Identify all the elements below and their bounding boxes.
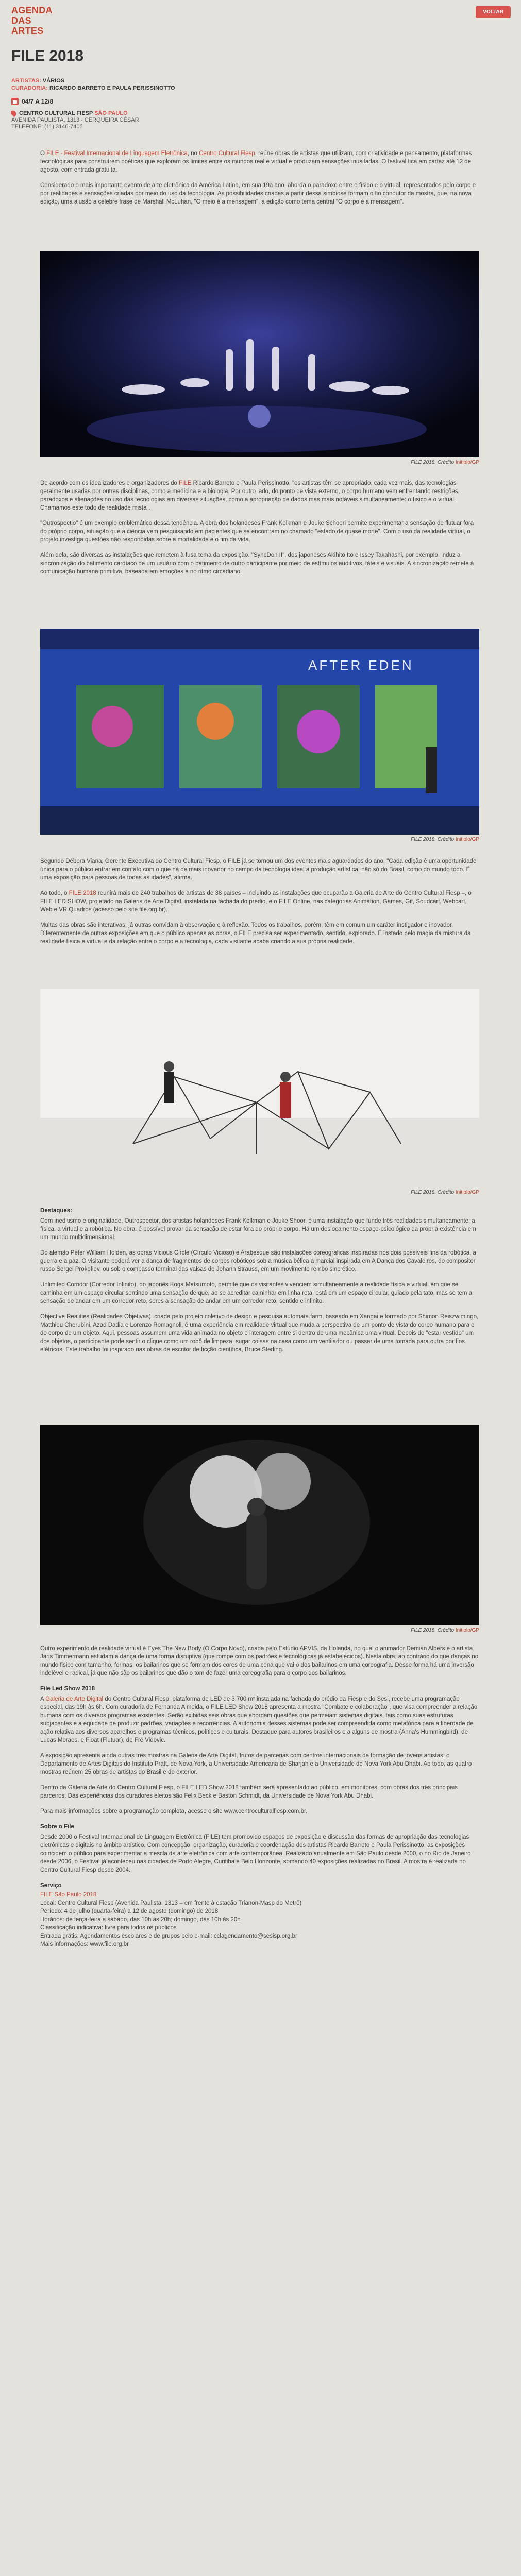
service-period: Período: 4 de julho (quarta-feira) a 12 de agosto (domingo) de 2018 — [40, 1908, 219, 1914]
paragraph — [40, 889, 479, 914]
photo-performance-art — [40, 251, 479, 457]
caption-credit[interactable]: Initiolo/GP — [455, 837, 479, 842]
text-span: O — [40, 150, 47, 157]
text-span: reunirá mais de 240 trabalhos de artistas de 38 países – incluindo as instalações que ocuparão a Galeria de Arte do Centro Cultural Fiesp –, o FILE LED SHOW, projetado na Galeria de Arte Digital, instalada na fachada do prédio, e o FILE Online, nas categorias Animation, Games, Gif, Soudcart, Webcart, Web e VR Quadros (acesso pelo site file.org.br). — [40, 890, 472, 913]
page-title: FILE 2018 — [11, 47, 84, 64]
header — [0, 0, 521, 38]
paragraph: Do alemão Peter William Holden, as obras Vicious Circle (Círculo Vicioso) e Arabesque são instalações coreográficas inspiradas nos dois possíveis fins da robótica, a guerra e a paz. O visitante poderá ver a dança de fragmentos de corpos robóticos sob a música bélica a marcial inspirada em A Dança dos Cavaleiros, do compositor russo Sergei Prokofiev, ou sob o compasso terminal das valsas de Johann Strauss, em um movimento rembo sincrético. — [40, 1250, 476, 1273]
text-span: Ricardo Barreto e Paula Perissinotto, "os artistas têm se apropriado, cada vez mais, das tecnologias geralmente usadas por outras disciplinas, como a medicina e a biologia. Por outro lado, do ponto de vista externo, o corpo humano vem enfrentando restrições, paradoxos e alienações no uso das tecnologias em diversas situações, como a apropriação de dados mas mais notáveis simultaneamente: o físico e o virtual. Chamamos este todo de realidade mista". — [40, 480, 460, 511]
paragraph: Muitas das obras são interativas, já outras convidam à observação e à reflexão. Todos os trabalhos, porém, têm em comum um caráter instigador e inovador. Diferentemente de outras exposições em que o público apenas as obras, o FILE precisa ser experimentado, sentido, explorado. É instado pelo magia da mistura da realidade física e virtual e da relação entre o corpo e a tecnologia, cada visitante acaba criando a sua própria realidade. — [40, 922, 471, 945]
event-date: 04/7 A 12/8 — [22, 98, 54, 105]
site-logo[interactable] — [11, 5, 53, 36]
intro-paragraph — [40, 149, 479, 174]
curator-value: RICARDO BARRETO E PAULA PERISSINOTTO — [49, 85, 175, 91]
photo-dancer-art — [40, 1425, 479, 1625]
caption-text: FILE 2018. Crédito — [411, 837, 456, 842]
file-link[interactable]: FILE — [179, 480, 192, 486]
service-hours: Horários: de terça-feira a sábado, das 10h às 20h; domingo, das 10h às 20h — [40, 1917, 241, 1923]
text-span: De acordo com os idealizadores e organizadores do — [40, 480, 179, 486]
photo-caption — [40, 837, 479, 842]
venue-address: AVENIDA PAULISTA, 1313 - CERQUEIRA CÉSAR — [11, 117, 139, 123]
caption-credit[interactable]: Initiolo/GP — [455, 1628, 479, 1633]
event-meta — [11, 77, 506, 92]
photo-caption — [40, 460, 479, 465]
paragraph: Dentro da Galeria de Arte do Centro Cultural Fiesp, o FILE LED Show 2018 também será apresentado ao público, em monitores, com obras dos três principais parceiros. Das experiências dos curadores eleitos são Felix Beck e Baston Schmidt, da Universidade de Nova York Abu Dhabi. — [40, 1785, 458, 1799]
section-3 — [40, 857, 479, 953]
paragraph: Outro experimento de realidade virtual é Eyes The New Body (O Corpo Novo), criada pelo Estúdio APVIS, da Holanda, no qual o animador Demian Albers e o artista Jaris Timmermann estudam a dança de uma forma disruptiva (que rompe com os padrões e tecnológicas já estabelecidos). Nesta obra, ao contrário do que danças no mundo fisico com tamanho, formas, os bailarinos que se formam dos cores de uma cena que vai o dos bailarinos em uma coreografia. Desse forma há uma inversão indelével e radical, já que não são os bailarinos que dão o tom de fazer uma coreografia para o corpo dos bailarinos. — [40, 1646, 479, 1676]
section-5 — [40, 1645, 479, 1948]
service-more[interactable]: Mais informações: www.file.org.br — [40, 1941, 129, 1947]
caption-text: FILE 2018. Crédito — [411, 1628, 456, 1633]
photo-performance — [40, 251, 479, 457]
logo-line: AGENDA DAS ARTES — [11, 5, 53, 36]
svg-text:AFTER EDEN: AFTER EDEN — [308, 657, 414, 673]
artists-row — [11, 77, 506, 84]
paragraph: "Outrospectio" é um exemplo emblemático dessa tendência. A obra dos holandeses Frank Kolkman e Jouke Schoorl permite experimentar a sensação de flutuar fora do próprio corpo, situação que a ciência vem pesquisando em pacientes que se encontram no chamado "estado de quase morte". Com o uso da realidade virtual, o projeto investiga questões não respondidas sobre a mortalidade e o fim da vida. — [40, 520, 474, 543]
paragraph: Além dela, são diversas as instalações que remetem à fusa tema da exposição. "SyncDon II", dos japoneses Akihito Ito e Issey Takahashi, por exemplo, induz a sincronização do batimento cardíaco de um usuário com o batimento de outro participante por meio de estímulos auditivos, táteis e visuais. A sincronização remete à comunicação humana primitiva, baseada em emoções e no ritmo circadiano. — [40, 552, 474, 575]
paragraph: Com ineditismo e originalidade, Outrospector, dos artistas holandeses Frank Kolkman e Jouke Shoor, é uma instalação que funde três realidades simultaneamente: a física, a virtual e a robótica. No obra, é possível provar da sensação de estar fora do próprio corpo. Há um deslocamento espaço-psicológico da própria existência em um mundo multidimensional. — [40, 1218, 476, 1241]
location-pin-icon — [10, 110, 18, 117]
paragraph: Objective Realities (Realidades Objetivas), criada pelo projeto coletivo de design e pesquisa automata.farm, baseado em Xangai e formado por Shimon Reiszwimingo, Matthieu Cherubini, Azad Dadia e Lorenzo Romagnoli, é uma experiência em realidade virtual que muda a perspectiva de um ponto de vista do corpo humano para o do corpo de um objeto. Aqui, pessoas assumem uma vida animada no objeto e interagem entre si dentro de uma mecânica uma virtual. Depois de "estar vestido" um dos objetos, o participante pode sentir o clique como um robô de limpeza, sugar coisas na casa como um ventilador ou passar de uma tomada para outra por fios elétricos. Este trabalho foi inspirado nas obras de escritor de ficção científica, Bruce Sterling. — [40, 1314, 479, 1353]
paragraph: A exposição apresenta ainda outras três mostras na Galeria de Arte Digital, frutos de parcerias com centros internacionais de formação de jovens artistas: o Departamento de Artes Digitais do Instituto Pratt, de Nova York, a Universidade Americana de Sharjah e a Universidade de Nova York Abu Dhabi. Ao todo, as quatro mostras reúnem 25 obras de artistas do Brasil e do exterior. — [40, 1753, 472, 1775]
photo-dancer — [40, 1425, 479, 1625]
text-span: , no — [187, 150, 199, 157]
date-row — [11, 98, 53, 105]
back-button[interactable]: VOLTAR — [476, 6, 511, 18]
text-span: A — [40, 1696, 46, 1702]
venue — [11, 110, 475, 130]
highlights-heading: Destaques: — [40, 1208, 72, 1214]
photo-wire-structure-art — [40, 989, 479, 1188]
paragraph: Unlimited Corridor (Corredor Infinito), do japonês Koga Matsumoto, permite que os visitantes vivenciem simultaneamente a realidade física e virtual, em que se caminha em um espaço circular sentindo uma sensação de que, ao se acreditar caminhar em linha reta, está em um espaço circular, guiado pela tato, mas se tem a sensação de andar em um corredor reto, seres a sensação de andar em um corredor reto, sentido e infinito. — [40, 1282, 473, 1304]
led-heading: File Led Show 2018 — [40, 1686, 95, 1692]
service-event[interactable]: FILE São Paulo 2018 — [40, 1892, 97, 1898]
text-span: , reúne obras de artistas que utilizam, com criatividade e pensamento, plataformas tecnológicas para construírem poéticas que exploram os limites entre os mundos real e virtual e produzam sensações inusitadas. O festival fica em cartaz até 12 de agosto, com entrada gratuita. — [40, 150, 472, 173]
fiesp-link[interactable]: Centro Cultural Fiesp — [199, 150, 255, 157]
calendar-icon — [11, 98, 19, 105]
intro-paragraph: Considerado o mais importante evento de arte eletrônica da América Latina, em sua 19a ano, aborda o paradoxo entre o físico e o virtual, representados pelo corpo e por realidades e sensações criadas por meio do uso da tecnologia. As possibilidades criadas a partir dessa simbiose formam o fio condutor da mostra, que, na nova edição, uma alusão a célebre frase de Marshall McLuhan, "O meio é a mensagem", a edição como tema central "O corpo é a mensagem". — [40, 182, 476, 205]
caption-text: FILE 2018. Crédito — [411, 460, 456, 465]
photo-caption — [40, 1628, 479, 1633]
festival-link[interactable]: FILE - Festival Internacional de Linguagem Eletrônica — [46, 150, 188, 157]
photo-after-eden — [40, 629, 479, 835]
venue-phone: TELEFONE: (11) 3146-7405 — [11, 124, 83, 130]
venue-name-row[interactable] — [11, 110, 475, 117]
service-rating: Classificação indicativa: livre para todos os públicos — [40, 1925, 177, 1931]
service-heading: Serviço — [40, 1883, 62, 1889]
caption-credit[interactable]: Initiolo/GP — [455, 460, 479, 465]
photo-caption — [40, 1190, 479, 1195]
curator-label: CURADORIA: — [11, 85, 48, 91]
section-4 — [40, 1207, 479, 1361]
galeria-link[interactable]: Galeria de Arte Digital — [45, 1696, 104, 1702]
paragraph: Segundo Débora Viana, Gerente Executiva do Centro Cultural Fiesp, o FILE já se tornou um dos eventos mais aguardados do ano. "Cada edição é uma oportunidade única para o público entrar em contato com o que há de mais inovador no campo da tecnologia ideal a produção artística, não só do Brasil, como do mundo todo. É uma exposição para pessoas de todas as idades", afirma. — [40, 858, 477, 881]
service-local: Local: Centro Cultural Fiesp (Avenida Paulista, 1313 – em frente à estação Trianon-Masp do Metrô) — [40, 1900, 302, 1906]
artists-value: VÁRIOS — [42, 78, 65, 84]
caption-text: FILE 2018. Crédito — [411, 1190, 456, 1195]
intro-text — [40, 149, 479, 213]
paragraph: Desde 2000 o Festival Internacional de Linguagem Eletrônica (FILE) tem promovido espaços de exposição e discussão das formas de apropriação das tecnologias eletrônicas e digitais no âmbito artístico. Com concepção, organização, curadoria e coordenação dos artistas Ricardo Barreto e Paula Perissinotto, as exposições coincidem o público para experimentar a mescla da arte eletrônica com arte contemporânea. Realizado anualmente em São Paulo desde 2000, o no Rio de Janeiro desde 2006, o Festival já aconteceu nas cidades de Porto Alegre, Curitiba e Belo Horizonte, somando 40 exposições realizadas no Brasil. A mostra é realizada no Centro Cultural Fiesp desde 2004. — [40, 1834, 471, 1873]
venue-city: SÃO PAULO — [94, 110, 128, 116]
photo-wire-structure — [40, 989, 479, 1188]
venue-name: CENTRO CULTURAL FIESP — [19, 110, 93, 116]
text-span: do Centro Cultural Fiesp, plataforma de LED de 3.700 m² instalada na fachada do prédio da Fiesp e do Sesi, recebe uma programação especial, das 19h às 6h. Com curadoria de Fernanda Almeida, o FILE LED Show 2018 apresenta a mostra "Combate e colaboração", que visa compreender a relação humana com os diversos programas existentes. Serão exibidas seis obras que abordam questões que permeiam sistemas digitais, tais como suas estruturas subjacentes e a equidade de produzir padrões, variações e recorrências. A autonomia desses sistemas pode ser compreendida como metafórica para a liberdade de ação relativa aos diversos aparelhos e programas técnicos, políticos e culturais. Destaque para autores brasileiros e a alguns de mostra (Anna's Hummingbird), de Lucas Moraes, e Float (Flutuar), de Fré Vidovic. — [40, 1696, 478, 1743]
caption-credit[interactable]: Initiolo/GP — [455, 1190, 479, 1195]
photo-after-eden-art — [40, 629, 479, 835]
paragraph — [40, 1695, 479, 1744]
curator-row — [11, 84, 506, 92]
section-2 — [40, 479, 479, 583]
service-free: Entrada grátis. Agendamentos escolares e de grupos pelo e-mail: cclagendamento@sesisp.org.br — [40, 1933, 297, 1939]
about-heading: Sobre o File — [40, 1824, 74, 1830]
paragraph — [40, 479, 479, 512]
file-2018-link[interactable]: FILE 2018 — [69, 890, 96, 896]
paragraph: Para mais informações sobre a programação completa, acesse o site www.centroculturalfiesp.com.br. — [40, 1808, 308, 1815]
text-span: Ao todo, o — [40, 890, 69, 896]
artists-label: ARTISTAS: — [11, 78, 41, 84]
